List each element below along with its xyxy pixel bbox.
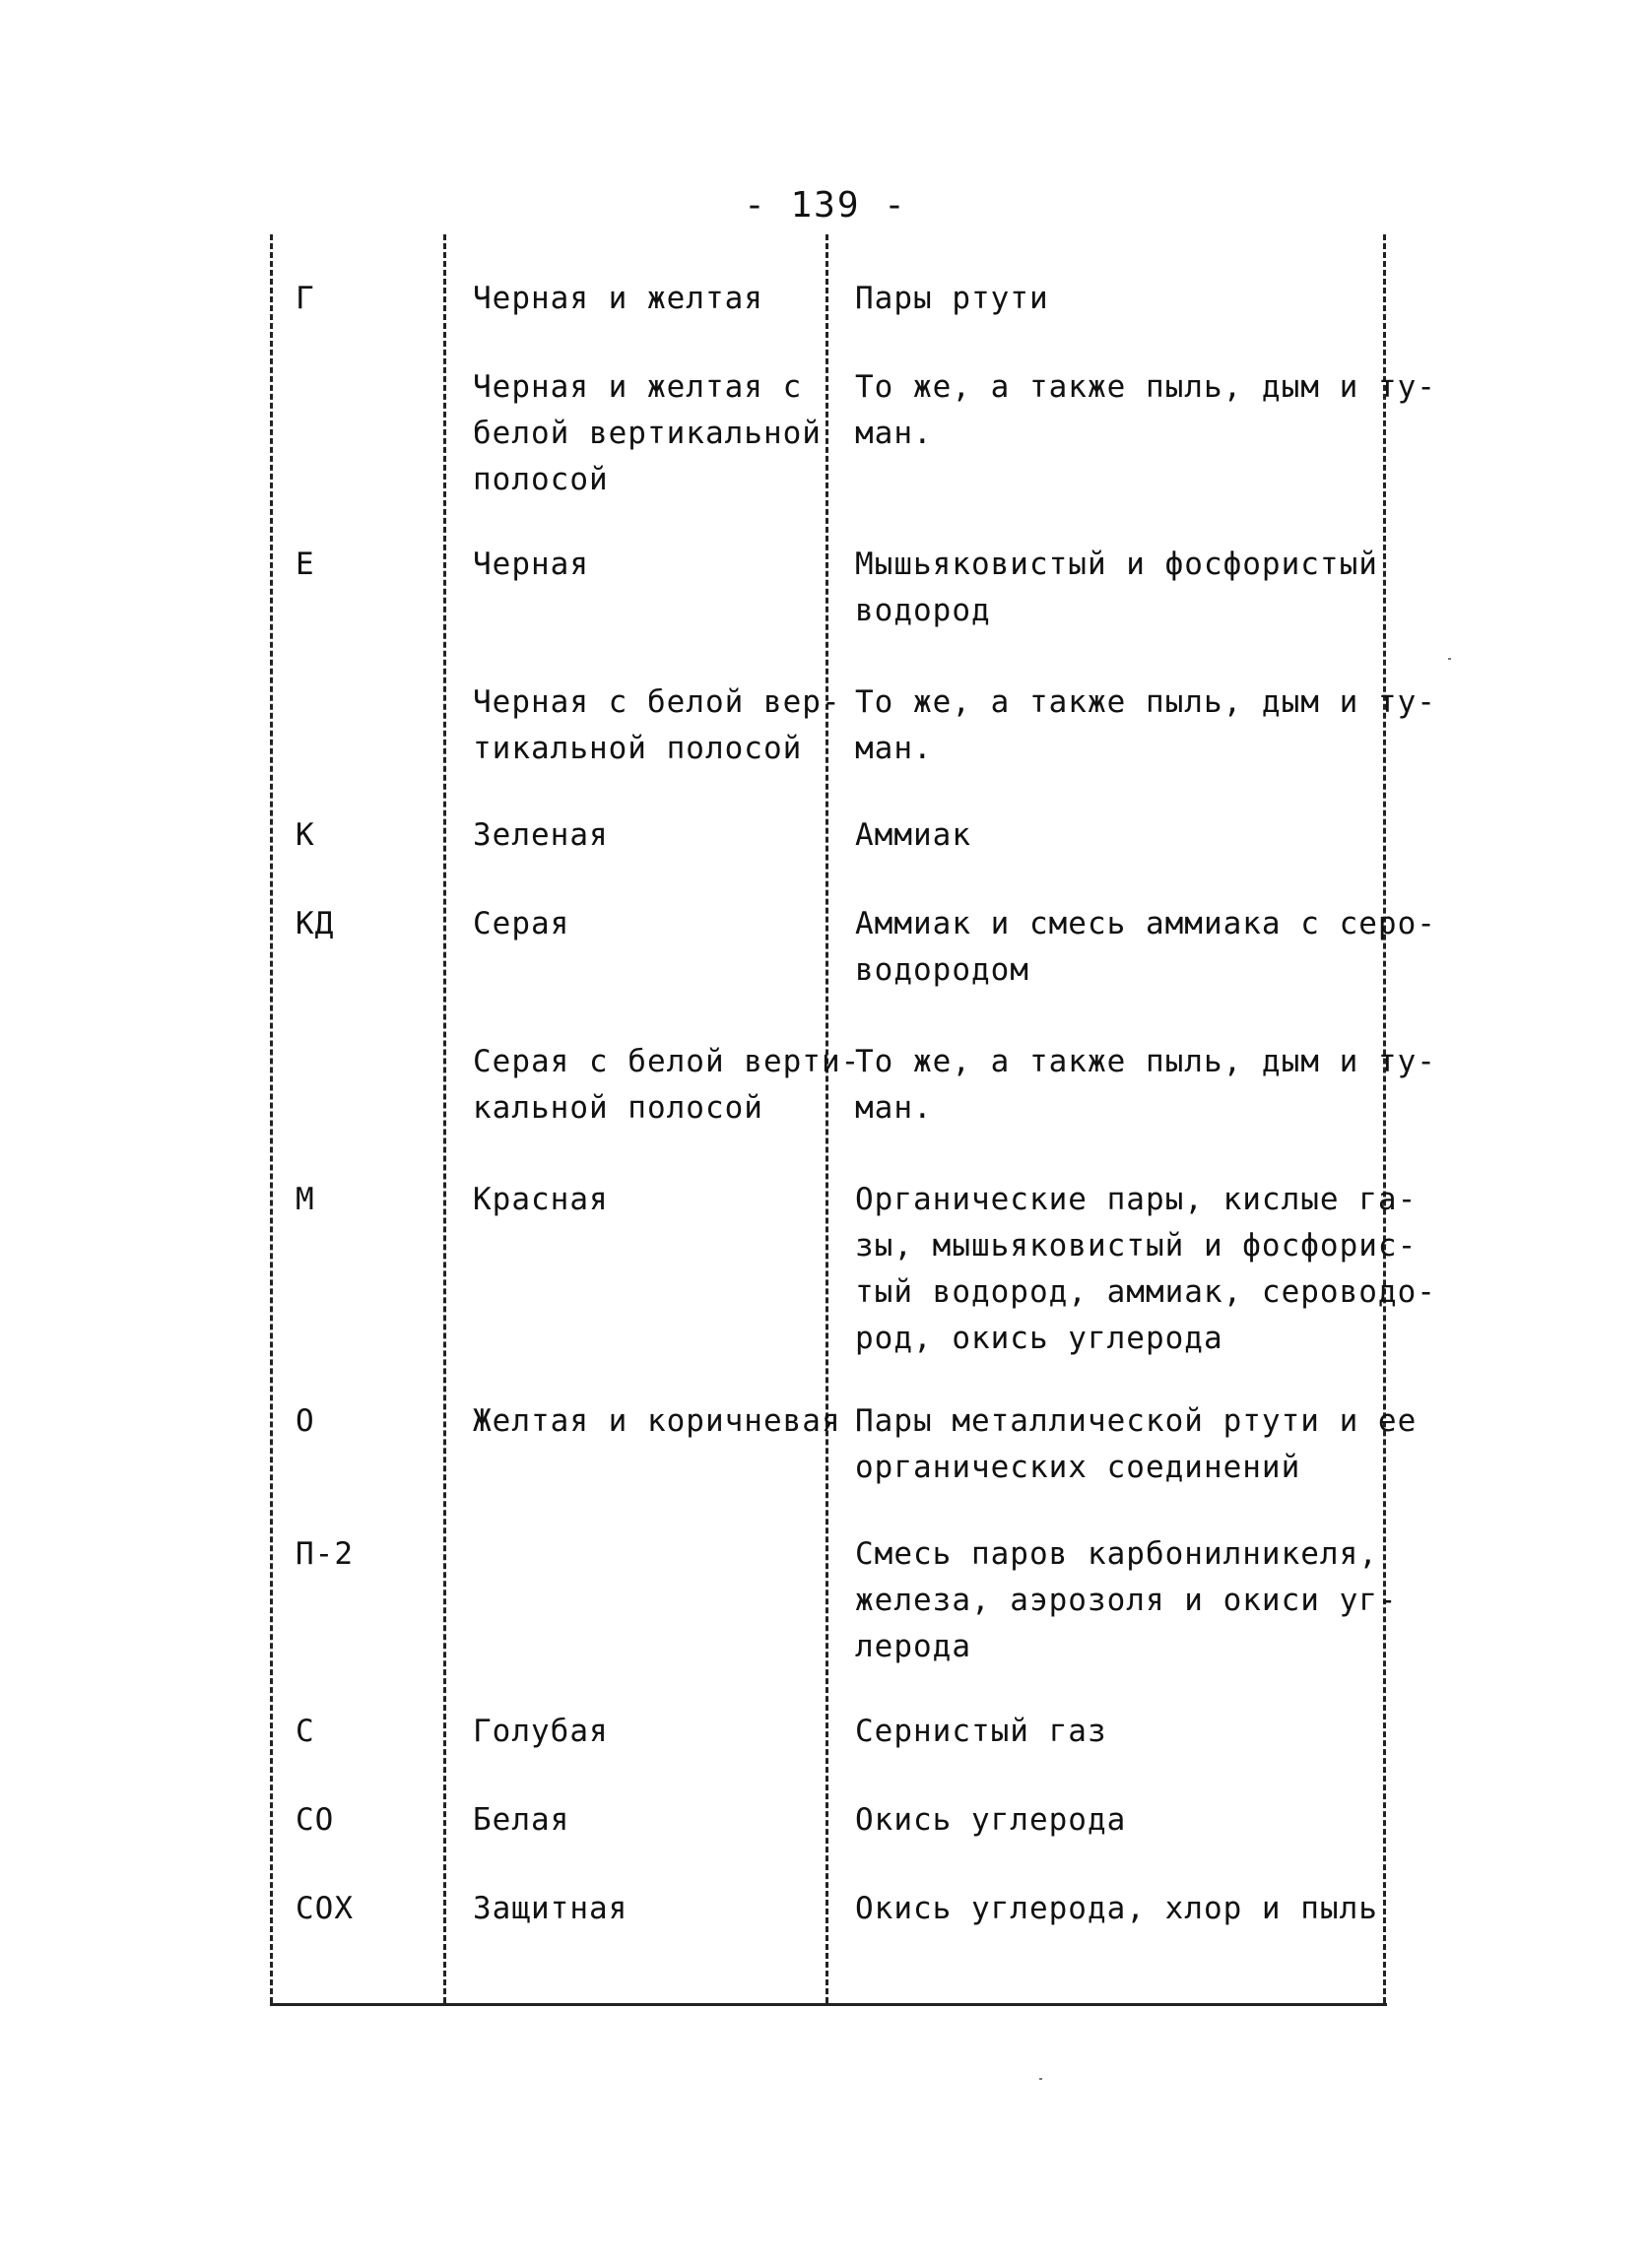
row-9-code: П-2	[296, 1536, 354, 1572]
row-8-color: Желтая и коричневая	[473, 1403, 841, 1439]
table-bottom-border	[270, 2003, 1387, 2006]
row-6-color: Серая с белой верти- кальной полосой	[473, 1044, 861, 1126]
row-7-protection: Органические пары, кислые га- зы, мышьяковистый и фосфорис- тый водород, аммиак, сероводо- род, окись углерода	[855, 1182, 1436, 1356]
row-7-color: Красная	[473, 1182, 609, 1217]
row-11-code: СО	[296, 1802, 335, 1838]
row-12-color: Защитная	[473, 1891, 628, 1926]
row-2-code: Е	[296, 547, 315, 582]
row-2-color: Черная	[473, 547, 589, 582]
row-5-protection: Аммиак и смесь аммиака с серо- водородом	[855, 906, 1436, 988]
row-5-color: Серая	[473, 906, 570, 941]
row-7-code: М	[296, 1182, 315, 1217]
row-8-protection: Пары металлической ртути и ее органических соединений	[855, 1403, 1418, 1485]
row-11-color: Белая	[473, 1802, 570, 1838]
row-0-protection: Пары ртути	[855, 281, 1049, 316]
row-12-code: СОХ	[296, 1891, 354, 1926]
row-6-protection: То же, а также пыль, дым и ту- ман.	[855, 1044, 1436, 1126]
row-12-protection: Окись углерода, хлор и пыль	[855, 1891, 1378, 1926]
row-8-code: О	[296, 1403, 315, 1439]
row-9-protection: Смесь паров карбонилникеля, железа, аэрозоля и окиси уг- лерода	[855, 1536, 1398, 1664]
scan-speck	[1448, 658, 1451, 660]
scan-speck	[1039, 2078, 1042, 2080]
row-3-protection: То же, а также пыль, дым и ту- ман.	[855, 684, 1436, 766]
row-0-code: Г	[296, 281, 315, 316]
row-2-protection: Мышьяковистый и фосфористый водород	[855, 547, 1378, 628]
row-3-color: Черная с белой вер- тикальной полосой	[473, 684, 841, 766]
row-4-color: Зеленая	[473, 817, 609, 853]
row-4-code: К	[296, 817, 315, 853]
row-1-protection: То же, а также пыль, дым и ту- ман.	[855, 369, 1436, 451]
row-4-protection: Аммиак	[855, 817, 971, 853]
page-number: - 139 -	[744, 185, 907, 226]
row-10-color: Голубая	[473, 1714, 609, 1749]
row-10-code: С	[296, 1714, 315, 1749]
row-5-code: КД	[296, 906, 335, 941]
table-left-border	[270, 234, 273, 2003]
row-10-protection: Сернистый газ	[855, 1714, 1107, 1749]
row-11-protection: Окись углерода	[855, 1802, 1127, 1838]
row-0-color: Черная и желтая	[473, 281, 763, 316]
column-divider-1	[443, 234, 446, 2003]
row-1-color: Черная и желтая с белой вертикальной полосой	[473, 369, 822, 497]
